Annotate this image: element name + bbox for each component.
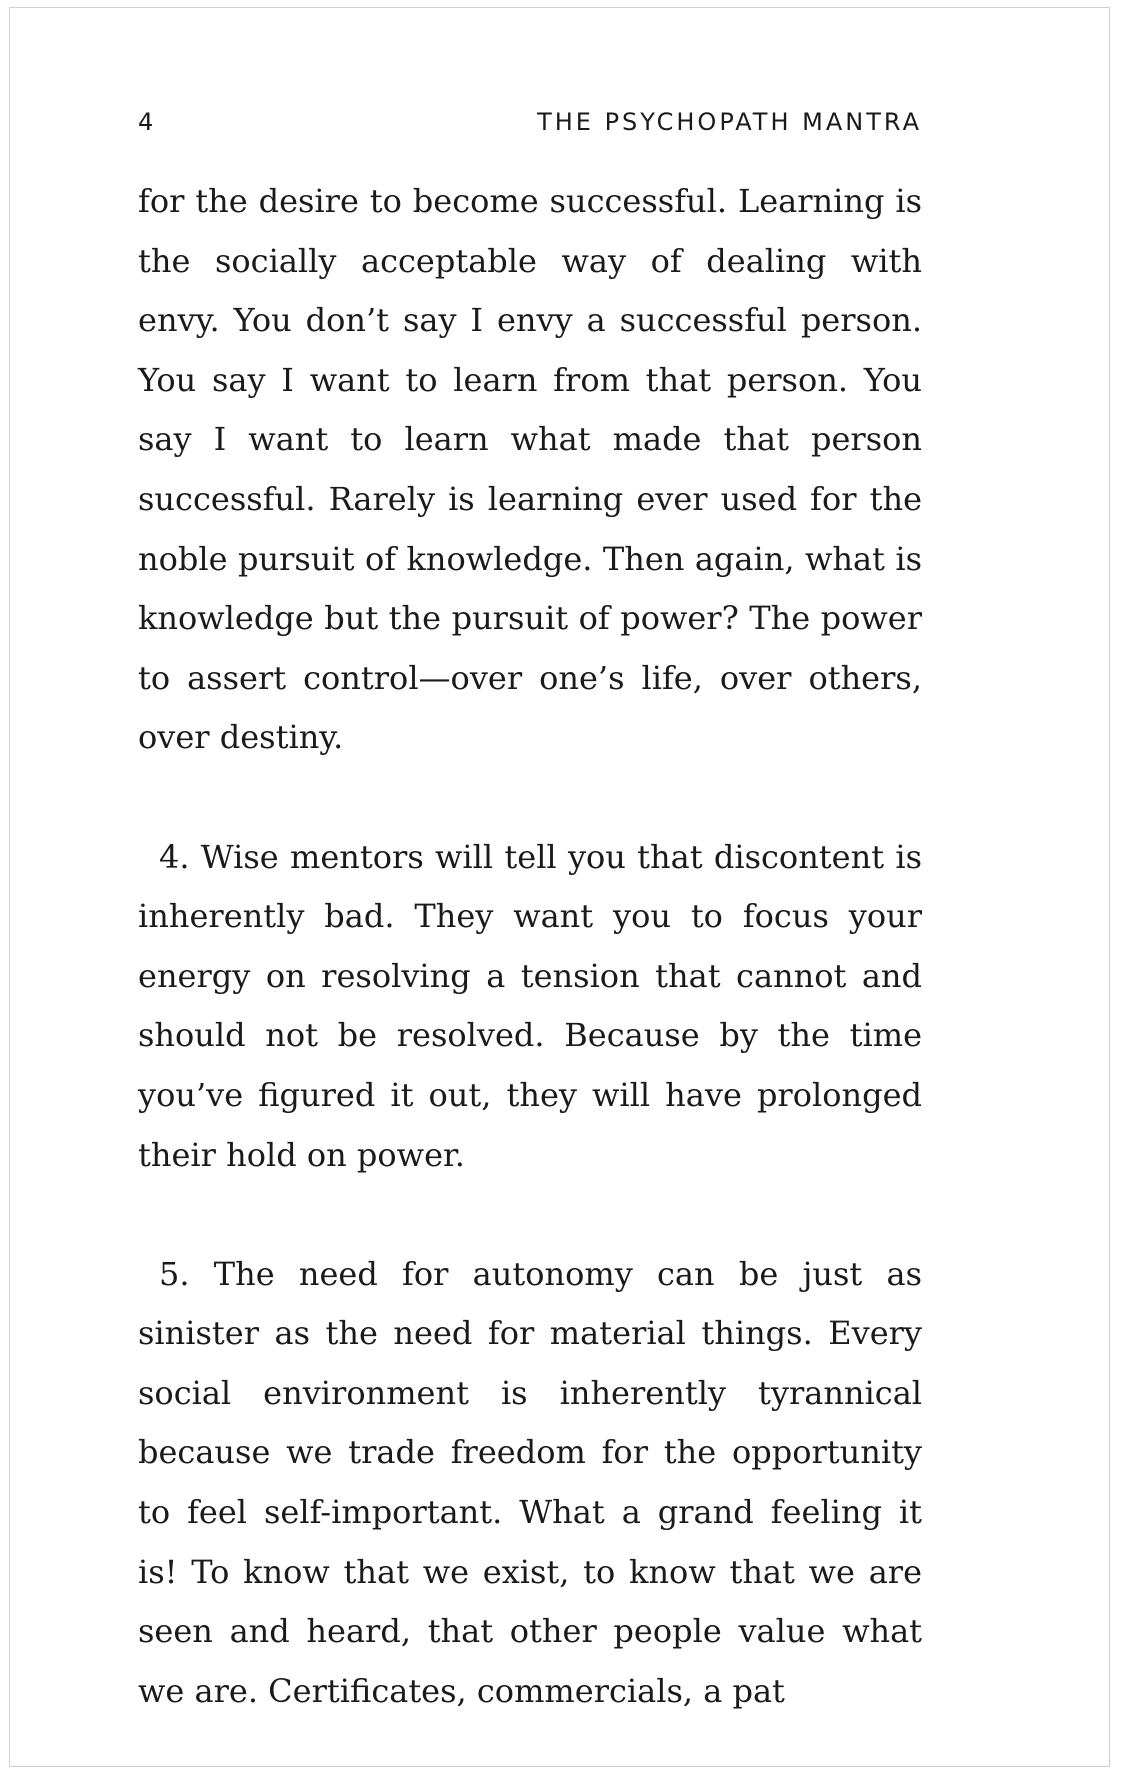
page-number: 4 [138, 108, 157, 136]
paragraph-point-5: 5. The need for autonomy can be just as sinister as the need for material things. Every social environment is inherently tyrannical because we trade freedom for the opportunity to feel self-important. What a grand feeling it is! To know that we exist, to know that we are seen and heard, that other people value what we are. Certificates, commercials, a pat [138, 1254, 922, 1710]
paragraph-point-4: 4. Wise mentors will tell you that discontent is inherently bad. They want you to focus your energy on resolving a tension that cannot and should not be resolved. Because by the time you’ve figured it out, they will have prolonged their hold on power. [138, 837, 922, 1174]
paragraph-continuation: for the desire to become successful. Learning is the socially acceptable way of dealing with envy. You don’t say I envy a successful person. You say I want to learn from that person. You say I want to learn what made that person successful. Rarely is learning ever used for the noble pursuit of knowledge. Then again, what is knowledge but the pursuit of power? The power to assert control—over one’s life, over others, over destiny. [138, 182, 922, 757]
book-title: THE PSYCHOPATH MANTRA [537, 108, 922, 136]
body-text [138, 172, 922, 1721]
running-head [138, 108, 922, 148]
